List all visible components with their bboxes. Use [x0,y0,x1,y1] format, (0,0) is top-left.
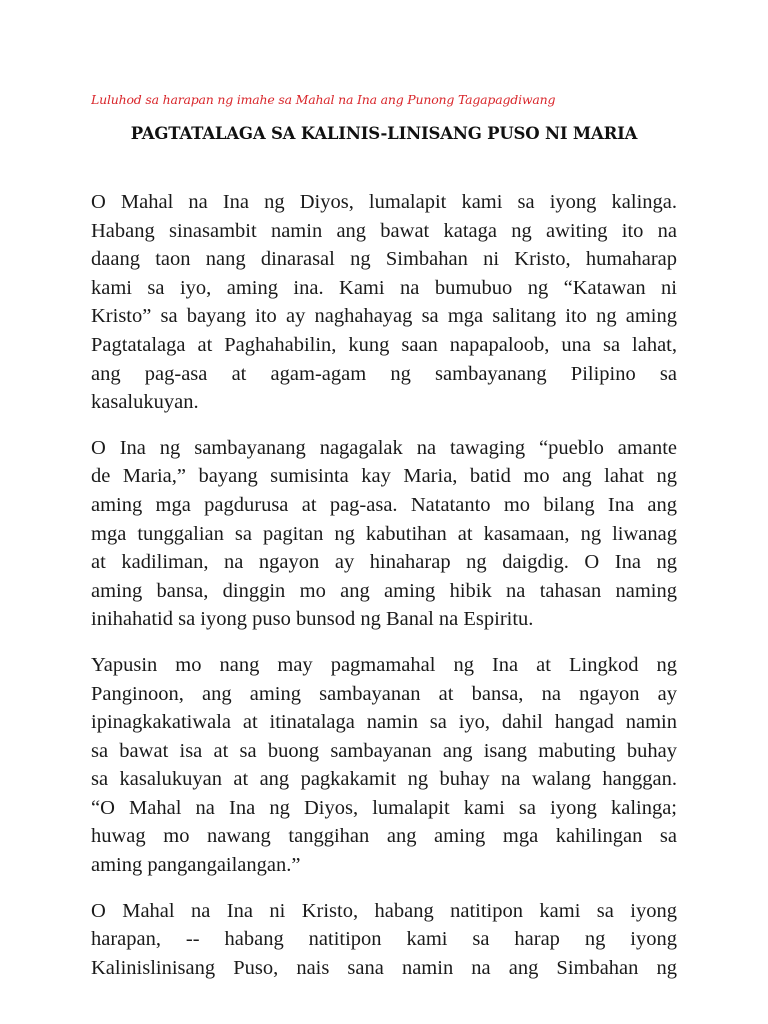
paragraph-line: ipinagkakatiwala at itinatalaga namin sa iyo, dahil hangad namin [91,711,677,734]
paragraph-line: Kristo” sa bayang ito ay naghahayag sa mga salitang ito ng aming [91,305,677,328]
paragraph-line: Panginoon, ang aming sambayanan at bansa, na ngayon ay [91,682,677,705]
paragraph-line: huwag mo nawang tanggihan ang aming mga kahilingan sa [91,825,677,848]
paragraph-line: Kalinislinisang Puso, nais sana namin na ang Simbahan ng [91,956,677,979]
paragraph [91,897,677,983]
paragraph-line: at kadiliman, na ngayon ay hinaharap ng daigdig. O Ina ng [91,551,677,574]
paragraph-line: daang taon nang dinarasal ng Simbahan ni Kristo, humaharap [91,248,677,271]
paragraph-line: Pagtatalaga at Paghahabilin, kung saan napapaloob, una sa lahat, [91,333,677,356]
paragraph-line: de Maria,” bayang sumisinta kay Maria, batid mo ang lahat ng [91,465,677,488]
paragraph [91,188,677,417]
paragraph-line: O Mahal na Ina ni Kristo, habang natitipon kami sa iyong [91,899,677,922]
paragraph-line: ang pag-asa at agam-agam ng sambayanang Pilipino sa [91,362,677,385]
paragraph-line: aming mga pagdurusa at pag-asa. Natatanto mo bilang Ina ang [91,493,677,516]
page-title: PAGTATALAGA SA KALINIS-LINISANG PUSO NI MARIA [130,124,638,143]
paragraph-line: kasalukuyan. [91,391,199,414]
paragraph-line: aming pangangailangan.” [91,854,301,877]
paragraph [91,651,677,880]
paragraph-line: O Mahal na Ina ng Diyos, lumalapit kami sa iyong kalinga. [91,191,677,213]
document-page [91,0,677,1024]
paragraph-line: mga tunggalian sa pagitan ng kabutihan at kasamaan, ng liwanag [91,522,677,545]
paragraph-line: inihahatid sa iyong puso bunsod ng Banal na Espiritu. [91,608,534,631]
paragraph-line: sa bawat isa at sa buong sambayanan ang isang mabuting buhay [91,739,677,762]
paragraph-line: kami sa iyo, aming ina. Kami na bumubuo ng “Katawan ni [91,276,677,299]
paragraph [91,434,677,634]
paragraph-line: sa kasalukuyan at ang pagkakamit ng buhay na walang hanggan. [91,768,677,791]
paragraph-line: O Ina ng sambayanang nagagalak na tawaging “pueblo amante [91,436,677,459]
paragraph-line: “O Mahal na Ina ng Diyos, lumalapit kami sa iyong kalinga; [91,796,677,819]
paragraph-line: Habang sinasambit namin ang bawat kataga ng awiting ito na [91,219,677,242]
prayer-body [91,188,677,999]
paragraph-line: harapan, -- habang natitipon kami sa harap ng iyong [91,928,677,951]
paragraph-line: aming bansa, dinggin mo ang aming hibik na tahasan naming [91,579,677,602]
rubric-instruction: Luluhod sa harapan ng imahe sa Mahal na Ina ang Punong Tagapagdiwang [91,92,556,107]
paragraph-line: Yapusin mo nang may pagmamahal ng Ina at Lingkod ng [91,653,677,676]
